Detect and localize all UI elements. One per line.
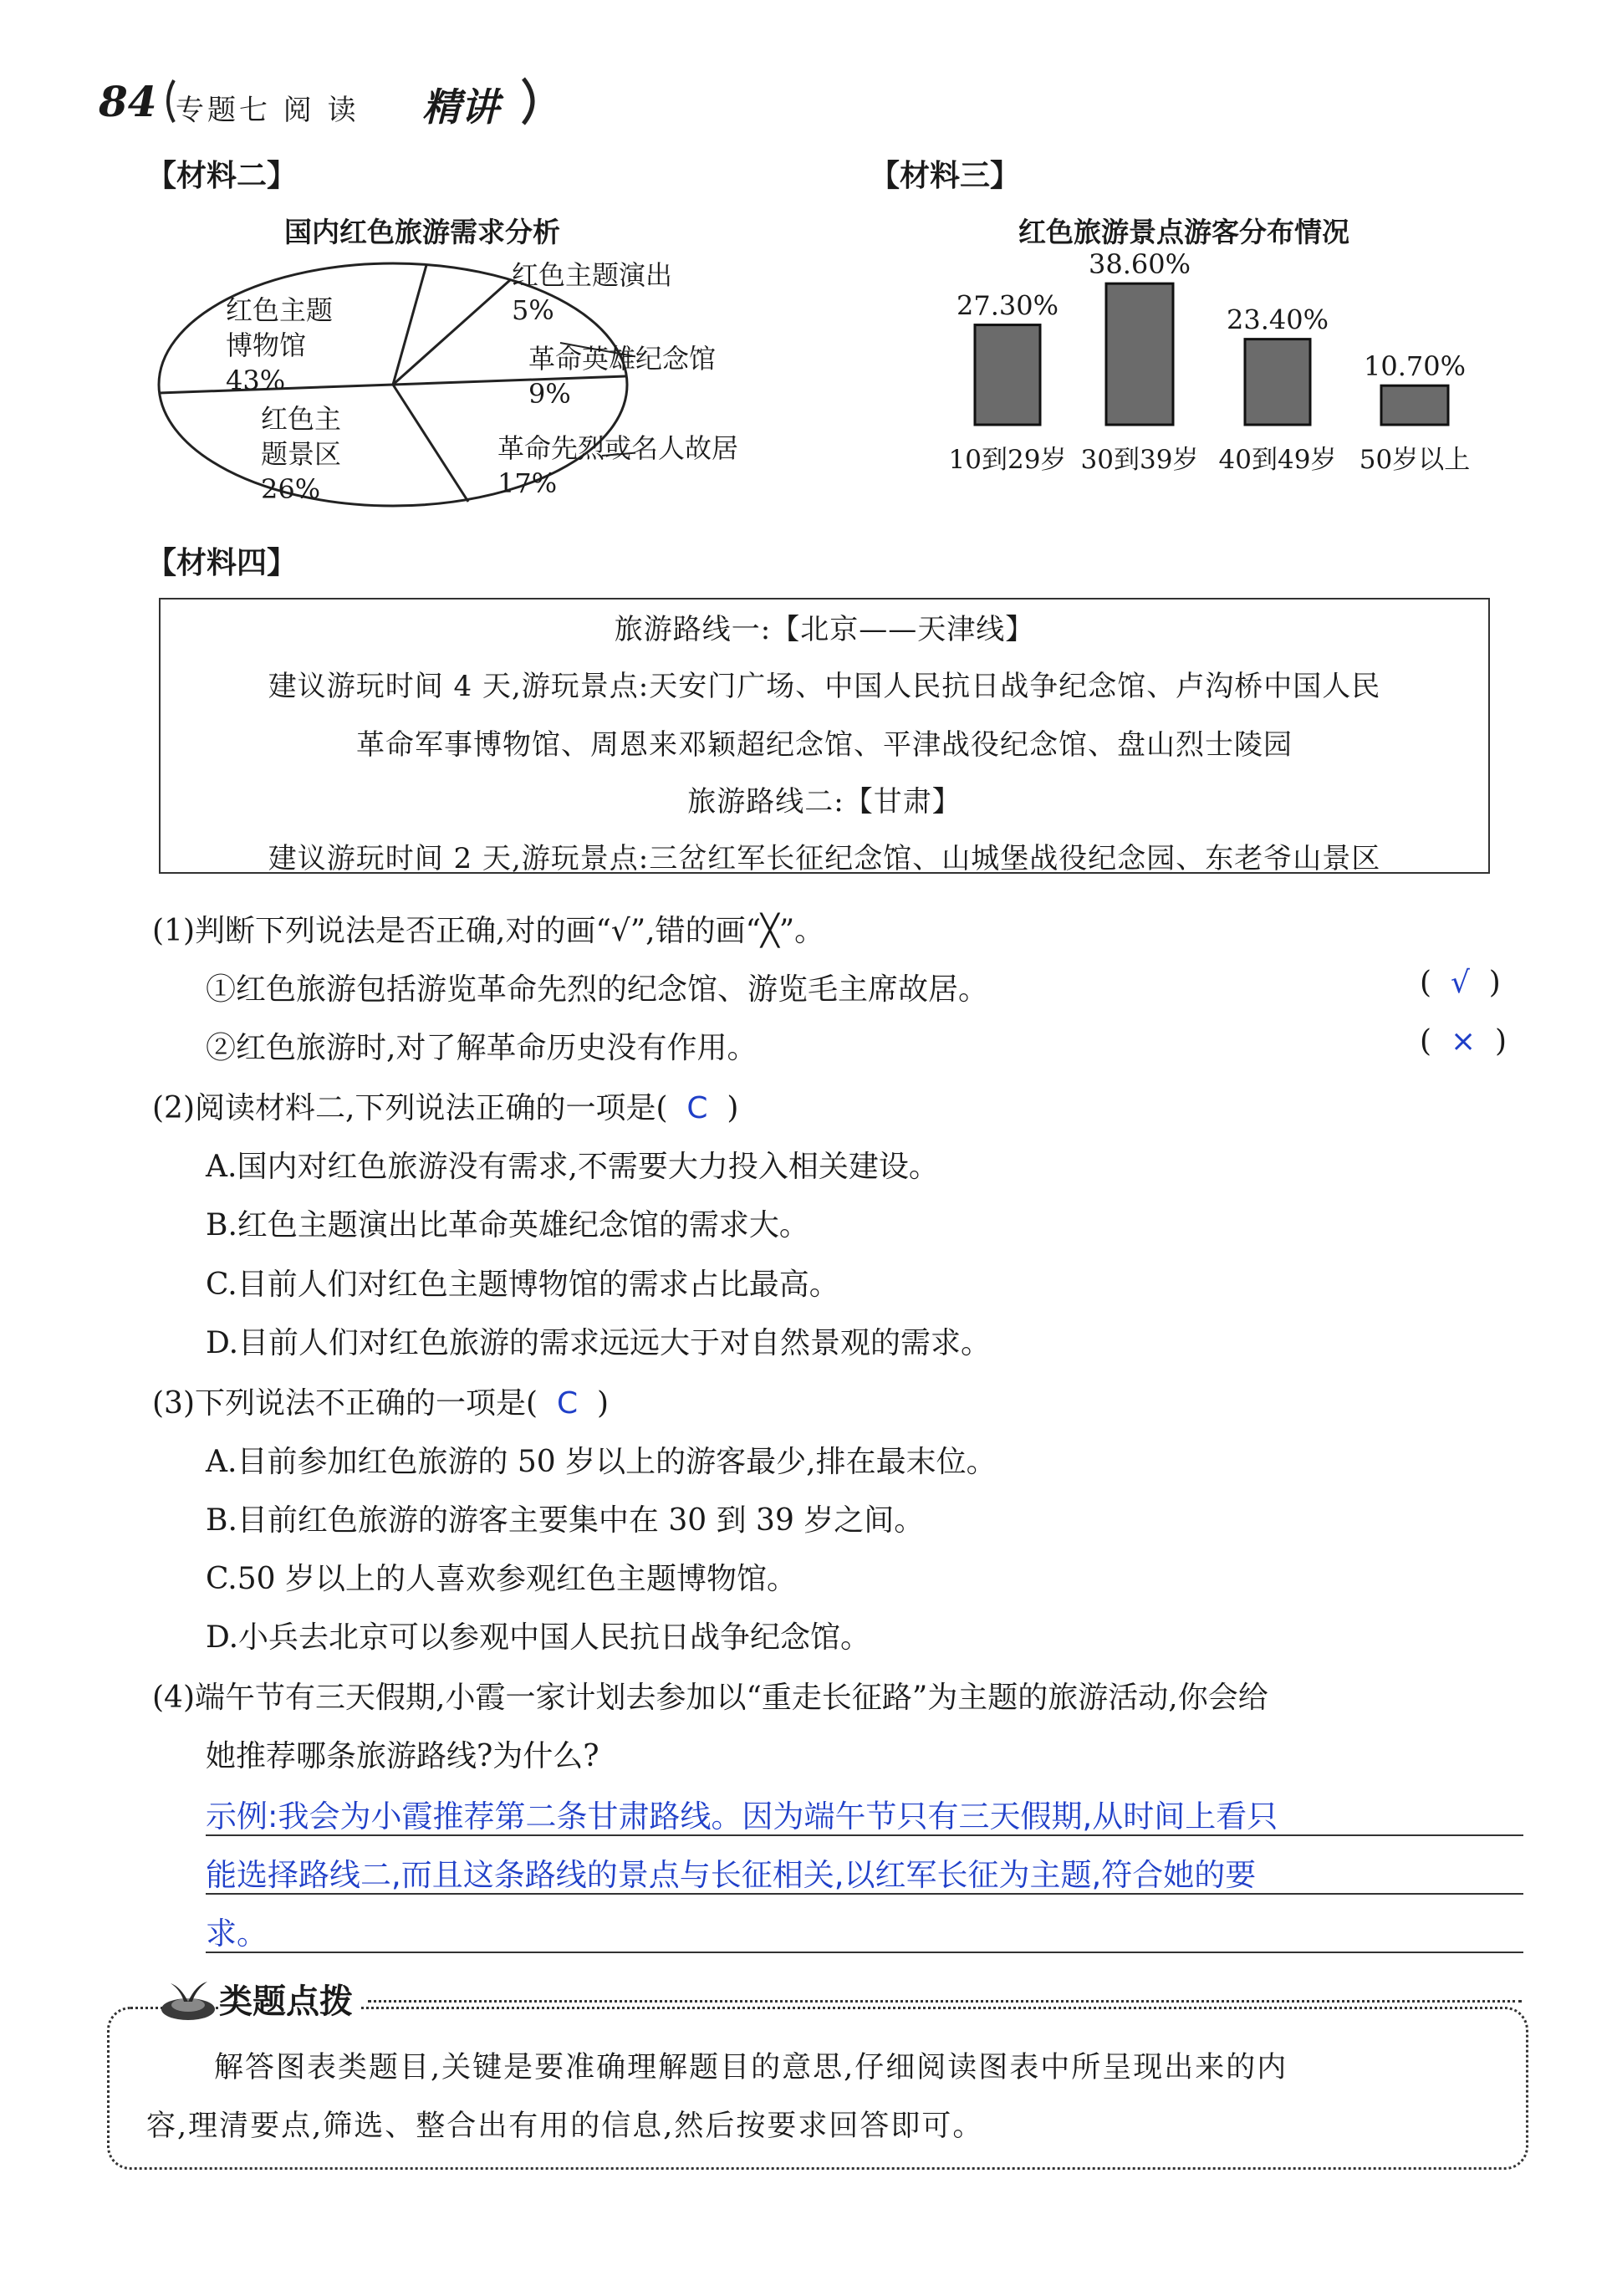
pie-label-scenic-line1: 红色主 [261,403,342,435]
q3-stem: (3)下列说法不正确的一项是( [152,1386,538,1421]
q2-stem: (2)阅读材料二,下列说法正确的一项是( [152,1091,668,1125]
q2-option-c: C.目前人们对红色主题博物馆的需求占比最高。 [206,1268,839,1302]
pie-label-museum [226,293,333,398]
tip-title: 类题点拨 [219,1975,361,2023]
pie-label-museum-line1: 红色主题 [226,294,334,326]
bar-1 [1106,283,1173,425]
answer-rule-2 [206,1893,1523,1895]
pie-chart-title: 国内红色旅游需求分析 [284,216,560,248]
q1-item1-answer-bracket: ( √ ) [1420,966,1501,1000]
pie-label-show [512,258,672,328]
q4-answer-line2: 能选择路线二,而且这条路线的景点与长征相关,以红军长征为主题,符合她的要 [206,1857,1257,1893]
q3-answer: C [556,1386,579,1421]
answer-rule-3 [206,1952,1523,1953]
q3-option-c: C.50 岁以上的人喜欢参观红色主题博物馆。 [206,1562,797,1596]
q1-stem: (1)判断下列说法是否正确,对的画“√”,错的画“╳”。 [152,914,825,948]
pie-label-former-pct: 17% [497,467,558,499]
routes-table [159,598,1490,874]
q4-answer-line3: 求。 [206,1916,268,1952]
q2-answer: C [686,1091,708,1125]
pie-label-hero-name: 革命英雄纪念馆 [528,343,717,375]
route1-line1: 建议游玩时间 4 天,游玩景点:天安门广场、中国人民抗日战争纪念馆、卢沟桥中国人民 [268,670,1381,703]
tip-line2: 容,理清要点,筛选、整合出有用的信息,然后按要求回答即可。 [146,2110,984,2143]
q3-option-b: B.目前红色旅游的游客主要集中在 30 到 39 岁之间。 [206,1503,925,1538]
bar-value-label-3: 10.70% [1363,350,1467,383]
bar-2 [1245,339,1310,425]
brand-title: 精讲 [422,84,499,130]
bar-value-label-2: 23.40% [1226,304,1329,336]
bar-3 [1381,385,1448,425]
q4-stem-line2: 她推荐哪条旅游路线?为什么? [206,1739,599,1773]
q2-stem-line [152,1084,738,1127]
pie-label-former [497,431,738,501]
pie-label-museum-line2: 博物馆 [226,329,307,361]
bar-chart-svg [920,242,1505,477]
q2-option-d: D.目前人们对红色旅游的需求远远大于对自然景观的需求。 [206,1326,992,1360]
bar-chart-title: 红色旅游景点游客分布情况 [1018,216,1349,248]
pie-label-scenic-line2: 题景区 [261,438,342,470]
material3-label: 【材料三】 [870,159,1021,193]
bar-category-label-3: 50岁以上 [1359,445,1471,475]
q1-item1: ①红色旅游包括游览革命先烈的纪念馆、游览毛主席故居。 [206,972,989,1007]
q2-option-a: A.国内对红色旅游没有需求,不需要大力投入相关建设。 [206,1150,939,1184]
bar-category-label-0: 10到29岁 [948,445,1067,475]
q3-option-d: D.小兵去北京可以参观中国人民抗日战争纪念馆。 [206,1620,871,1655]
route2-line1: 建议游玩时间 2 天,游玩景点:三岔红军长征纪念馆、山城堡战役纪念园、东老爷山景区 [268,842,1381,875]
page-number: 84 [99,77,157,126]
q2-option-b: B.红色主题演出比革命英雄纪念馆的需求大。 [206,1208,809,1242]
material2-label: 【材料二】 [146,159,298,193]
tip-title-dots [368,2000,1522,2003]
bar-chart [920,242,1505,477]
pie-divider-show-hero [393,280,510,385]
q1-item2-answer-bracket: ( × ) [1420,1024,1507,1059]
pie-label-hero [528,341,716,411]
bulb-icon [159,1972,217,2022]
bar-value-label-1: 38.60% [1088,248,1191,281]
route1-line2: 革命军事博物馆、周恩来邓颖超纪念馆、平津战役纪念馆、盘山烈士陵园 [356,728,1293,762]
q3-option-a: A.目前参加红色旅游的 50 岁以上的游客最少,排在最末位。 [206,1445,997,1479]
bar-category-label-1: 30到39岁 [1080,445,1199,475]
bar-0 [975,325,1040,425]
route2-title: 旅游路线二:【甘肃】 [687,785,962,819]
q3-close: ) [596,1386,610,1421]
q3-stem-line [152,1380,609,1422]
q1-item1-answer: √ [1450,966,1470,1000]
pie-label-former-name: 革命先烈或名人故居 [497,432,739,464]
pie-label-scenic [261,401,341,507]
route1-title: 旅游路线一:【北京——天津线】 [614,613,1035,646]
pie-label-show-name: 红色主题演出 [512,259,673,291]
pie-label-hero-pct: 9% [528,378,571,410]
bar-value-label-0: 27.30% [956,289,1059,322]
section-title: 专题七 阅 读 [176,94,360,127]
q2-close: ) [727,1091,739,1125]
pie-label-scenic-pct: 26% [261,473,321,505]
pie-label-show-pct: 5% [512,294,554,326]
pie-divider-former-scenic [393,385,468,502]
q4-stem-line1: (4)端午节有三天假期,小霞一家计划去参加以“重走长征路”为主题的旅游活动,你会给 [152,1681,1268,1715]
material4-label: 【材料四】 [146,546,298,580]
answer-rule-1 [206,1834,1523,1836]
tip-box [107,2007,1528,2170]
tip-line1: 解答图表类题目,关键是要准确理解题目的意思,仔细阅读图表中所呈现出来的内 [214,2051,1288,2084]
pie-divider-museum-show [393,265,426,385]
q1-item2-answer: × [1450,1024,1477,1059]
bar-category-label-2: 40到49岁 [1218,445,1337,475]
q4-answer-line1: 示例:我会为小霞推荐第二条甘肃路线。因为端午节只有三天假期,从时间上看只 [206,1799,1278,1834]
q1-item2: ②红色旅游时,对了解革命历史没有作用。 [206,1031,758,1065]
pie-label-museum-pct: 43% [226,365,286,396]
